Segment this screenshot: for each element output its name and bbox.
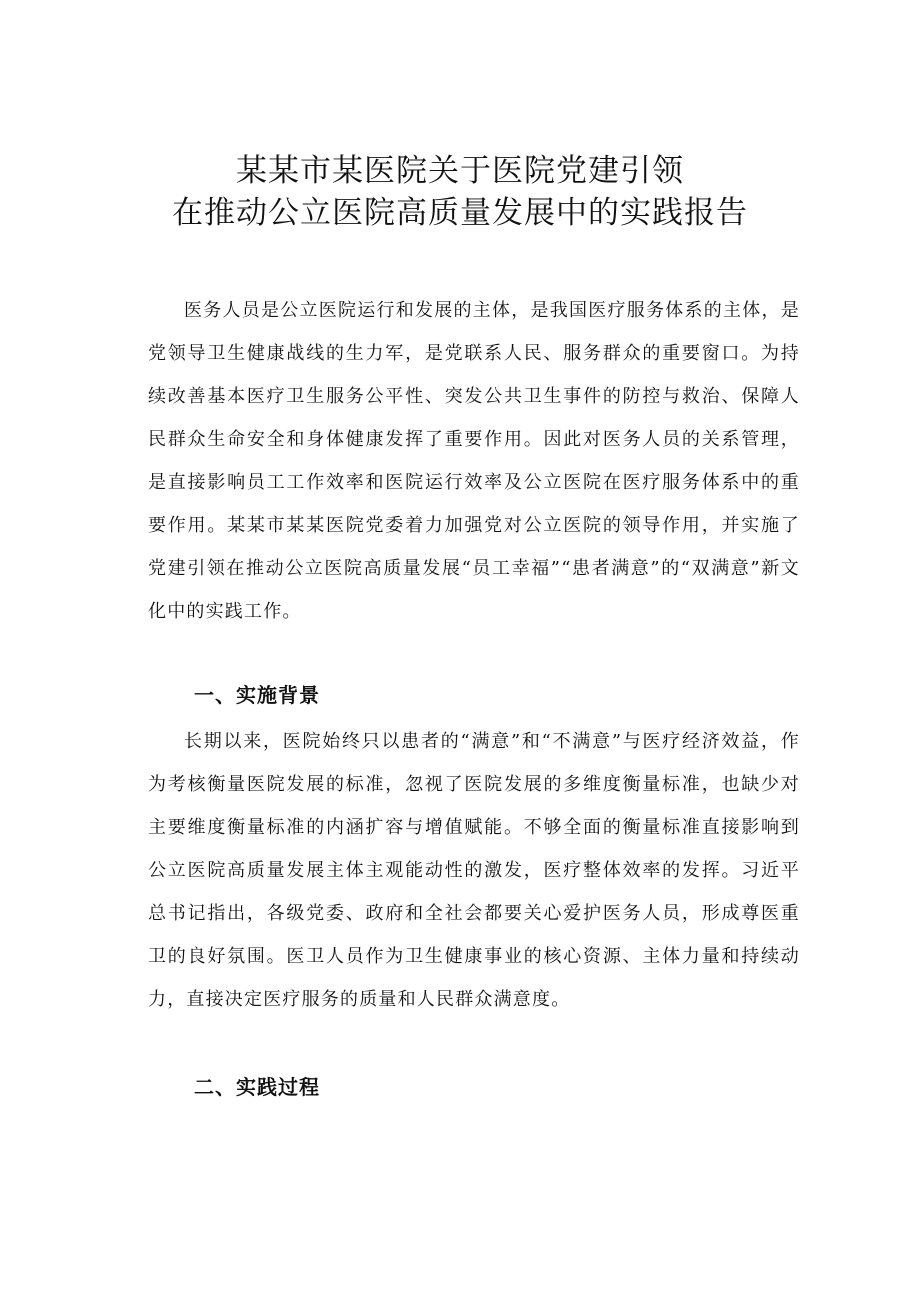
section-heading-1-block xyxy=(148,680,800,710)
title-line-1: 某某市某医院关于医院党建引领 xyxy=(236,153,684,189)
section-heading-background: 一、实施背景 xyxy=(194,683,320,707)
paragraph-background: 长期以来，医院始终只以患者的“满意”和“不满意”与医疗经济效益，作为考核衡量医院发展的标准，忽视了医院发展的多维度衡量标准，也缺少对主要维度衡量标准的内涵扩容与增值赋能。不够全面的衡量标准直接影响到公立医院高质量发展主体主观能动性的激发，医疗整体效率的发挥。习近平总书记指出，各级党委、政府和全社会都要关心爱护医务人员，形成尊医重卫的良好氛围。医卫人员作为卫生健康事业的核心资源、主体力量和持续动力，直接决定医疗服务的质量和人民群众满意度。 xyxy=(148,731,800,1010)
section-heading-2-block xyxy=(148,1072,800,1102)
document-title xyxy=(100,150,820,234)
paragraph-background-block xyxy=(148,720,800,1021)
title-line-2: 在推动公立医院高质量发展中的实践报告 xyxy=(172,195,748,231)
paragraph-intro: 医务人员是公立医院运行和发展的主体，是我国医疗服务体系的主体，是党领导卫生健康战线的生力军，是党联系人民、服务群众的重要窗口。为持续改善基本医疗卫生服务公平性、突发公共卫生事件的防控与救治、保障人民群众生命安全和身体健康发挥了重要作用。因此对医务人员的关系管理，是直接影响员工工作效率和医院运行效率及公立医院在医疗服务体系中的重要作用。某某市某某医院党委着力加强党对公立医院的领导作用，并实施了党建引领在推动公立医院高质量发展“员工幸福”“患者满意”的“双满意”新文化中的实践工作。 xyxy=(148,300,800,622)
section-heading-practice: 二、实践过程 xyxy=(194,1075,320,1099)
paragraph-intro-block xyxy=(148,289,800,633)
